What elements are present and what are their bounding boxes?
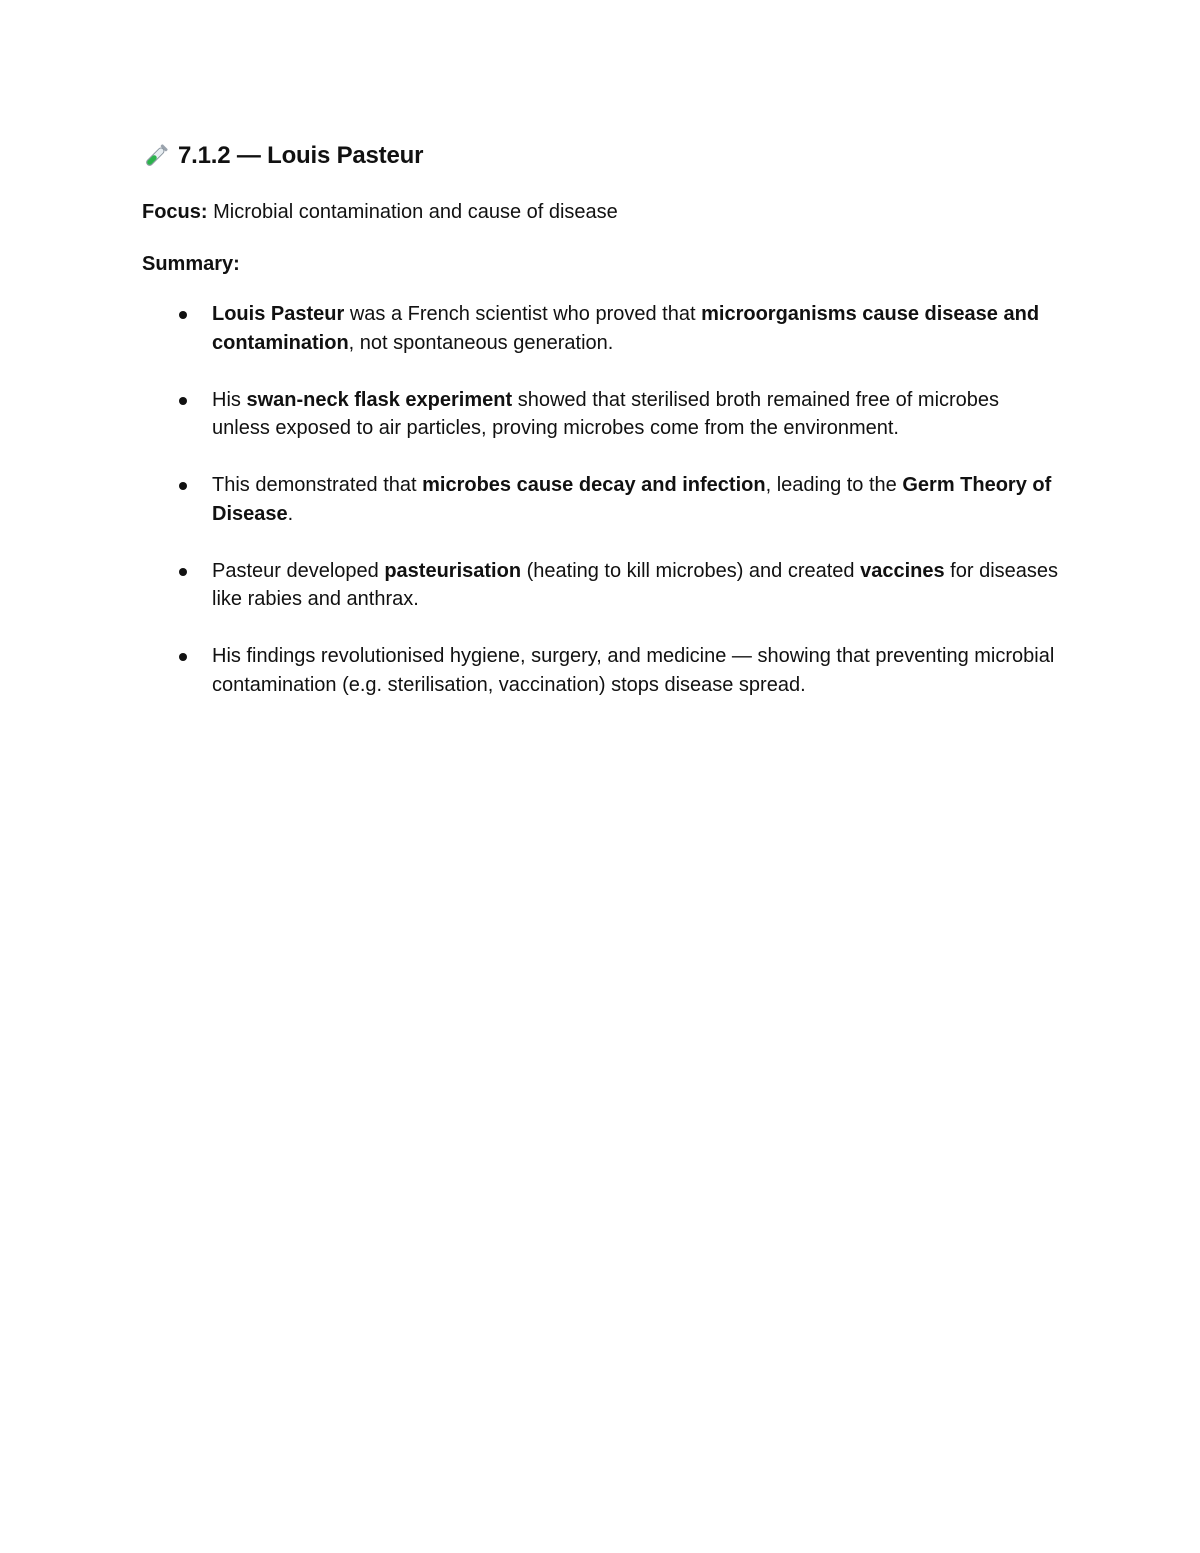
summary-list-item xyxy=(212,300,1062,357)
body-text: His xyxy=(212,388,247,411)
focus-line xyxy=(142,198,1062,226)
bold-text: Louis Pasteur xyxy=(212,303,345,325)
body-text: (heating to kill microbes) and created xyxy=(521,559,861,582)
bullet-icon xyxy=(179,397,187,405)
body-text: His findings revolutionised hygiene, surgery, and medicine — showing that preventing microbial contamination (e.g. sterilisation, vaccination) stops disease spread. xyxy=(212,645,1055,696)
bullet-icon xyxy=(179,568,187,576)
bold-text: swan-neck flask experiment xyxy=(246,388,513,411)
bold-text: microorganisms cause disease and contamination xyxy=(212,303,1040,354)
bullet-icon xyxy=(179,482,187,490)
body-text: for diseases like rabies and anthrax. xyxy=(212,559,1059,610)
summary-list-item xyxy=(212,557,1062,614)
bold-text: Germ Theory of Disease xyxy=(212,474,1052,525)
bullet-icon xyxy=(179,311,187,319)
focus-label: Focus: xyxy=(142,201,208,223)
section-title-text: 7.1.2 — Louis Pasteur xyxy=(178,142,424,169)
focus-text: Microbial contamination and cause of disease xyxy=(207,201,618,223)
test-tube-icon xyxy=(142,142,170,170)
bold-text: vaccines xyxy=(860,559,945,582)
bullet-icon xyxy=(179,653,187,661)
body-text: was a French scientist who proved that xyxy=(344,303,702,325)
body-text: Pasteur developed xyxy=(212,559,385,582)
body-text: . xyxy=(287,502,294,525)
summary-list-item xyxy=(212,386,1062,443)
body-text: , not spontaneous generation. xyxy=(348,331,614,354)
body-text: , leading to the xyxy=(765,474,903,496)
bold-text: pasteurisation xyxy=(384,559,522,582)
body-text: This demonstrated that xyxy=(212,474,423,496)
summary-list-item xyxy=(212,642,1062,699)
summary-label: Summary: xyxy=(142,253,240,275)
body-text: showed that sterilised broth remained free of microbes unless exposed to air particles, proving microbes come from the environment. xyxy=(212,388,1000,439)
section-title xyxy=(142,136,1062,176)
document-page xyxy=(142,136,1062,728)
bold-text: microbes cause decay and infection xyxy=(422,474,766,496)
summary-list-item xyxy=(212,471,1062,528)
summary-list xyxy=(142,300,1062,699)
